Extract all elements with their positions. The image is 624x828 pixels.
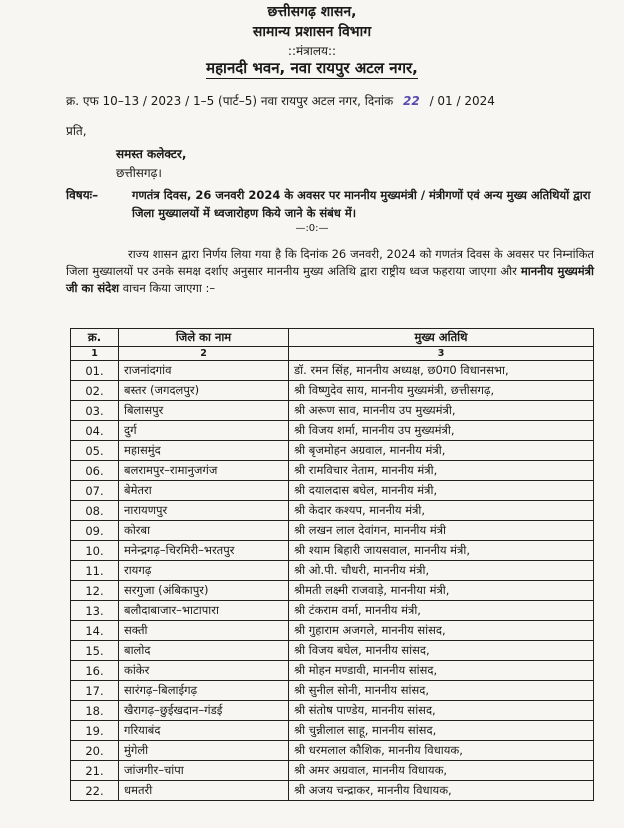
reference-number: क्र. एफ 10–13 / 2023 / 1–5 (पार्ट–5) नवा रायपुर अटल नगर, दिनांक [66, 94, 394, 108]
serial-cell: 19. [71, 721, 119, 741]
column-number-1: 1 [71, 347, 119, 361]
subject-text: गणतंत्र दिवस, 26 जनवरी 2024 के अवसर पर माननीय मुख्यमंत्री / मंत्रीगणों एवं अन्य मुख्य अतिथियों द्वारा जिला मुख्यालयों में ध्वजारोहण किये जाने के संबंध में। [132, 188, 591, 220]
district-cell: सरगुजा (अंबिकापुर) [119, 581, 289, 601]
serial-cell: 15. [71, 641, 119, 661]
table-row [71, 421, 594, 441]
district-cell: बस्तर (जगदलपुर) [119, 381, 289, 401]
addressee-name: समस्त कलेक्टर, [116, 147, 187, 161]
serial-cell: 22. [71, 781, 119, 801]
guest-cell: श्री विजय शर्मा, माननीय उप मुख्यमंत्री, [289, 421, 594, 441]
district-cell: नारायणपुर [119, 501, 289, 521]
table-row [71, 521, 594, 541]
table-row [71, 401, 594, 421]
header-guest: मुख्य अतिथि [289, 329, 594, 347]
guest-cell: श्री गुहाराम अजगले, माननीय सांसद, [289, 621, 594, 641]
district-cell: बलौदाबाजार–भाटापारा [119, 601, 289, 621]
serial-cell: 08. [71, 501, 119, 521]
guest-cell: श्री बृजमोहन अग्रवाल, माननीय मंत्री, [289, 441, 594, 461]
table-row [71, 601, 594, 621]
district-cell: दुर्ग [119, 421, 289, 441]
table-row [71, 541, 594, 561]
table-row [71, 641, 594, 661]
table-row [71, 381, 594, 401]
district-cell: राजनांदगांव [119, 361, 289, 381]
serial-cell: 20. [71, 741, 119, 761]
guest-cell: श्री चुन्नीलाल साहू, माननीय सांसद, [289, 721, 594, 741]
guest-cell: श्री विष्णुदेव साय, माननीय मुख्यमंत्री, छत्तीसगढ़, [289, 381, 594, 401]
table-header-row [71, 329, 594, 347]
district-cell: खैरागढ़–छुईखदान–गंडई [119, 701, 289, 721]
serial-cell: 10. [71, 541, 119, 561]
table-row [71, 781, 594, 801]
header-ministry: ::मंत्रालय:: [287, 44, 337, 58]
table-row [71, 621, 594, 641]
header-address-text: महानदी भवन, नवा रायपुर अटल नगर, [206, 59, 418, 77]
serial-cell: 13. [71, 601, 119, 621]
district-cell: कांकेर [119, 661, 289, 681]
table-row [71, 761, 594, 781]
body-text-before: राज्य शासन द्वारा निर्णय लिया गया है कि दिनांक 26 जनवरी, 2024 को गणतंत्र दिवस के अवसर पर निम्नांकित जिला मुख्यालयों पर उनके समक्ष दर्शाए अनुसार माननीय मुख्य अतिथि द्वारा राष्ट्रीय ध्वज फहराया जाएगा और [66, 247, 594, 278]
column-number-3: 3 [289, 347, 594, 361]
column-number-2: 2 [119, 347, 289, 361]
guest-cell: श्री विजय बघेल, माननीय सांसद, [289, 641, 594, 661]
guest-cell: श्री लखन लाल देवांगन, माननीय मंत्री [289, 521, 594, 541]
guest-cell: श्री सुनील सोनी, माननीय सांसद, [289, 681, 594, 701]
serial-cell: 09. [71, 521, 119, 541]
serial-cell: 06. [71, 461, 119, 481]
guest-cell: श्री श्याम बिहारी जायसवाल, माननीय मंत्री, [289, 541, 594, 561]
serial-cell: 04. [71, 421, 119, 441]
header-department: सामान्य प्रशासन विभाग [252, 24, 372, 40]
table-row [71, 701, 594, 721]
header-district: जिले का नाम [119, 329, 289, 347]
district-cell: बिलासपुर [119, 401, 289, 421]
serial-cell: 14. [71, 621, 119, 641]
serial-cell: 16. [71, 661, 119, 681]
district-cell: गरियाबंद [119, 721, 289, 741]
district-cell: सक्ती [119, 621, 289, 641]
table-row [71, 361, 594, 381]
guest-cell: श्री अमर अग्रवाल, माननीय विधायक, [289, 761, 594, 781]
district-cell: कोरबा [119, 521, 289, 541]
header-government: छत्तीसगढ़ शासन, [267, 4, 357, 20]
header-address [0, 58, 624, 78]
guest-cell: डॉ. रमन सिंह, माननीय अध्यक्ष, छ0ग0 विधानसभा, [289, 361, 594, 381]
table-column-number-row [71, 347, 594, 361]
body-paragraph [66, 246, 594, 297]
district-cell: धमतरी [119, 781, 289, 801]
guest-cell: श्री रामविचार नेताम, माननीय मंत्री, [289, 461, 594, 481]
reference-line [66, 92, 495, 109]
table-row [71, 561, 594, 581]
separator: —:0:— [295, 223, 329, 234]
addressee-state: छत्तीसगढ़। [116, 166, 162, 180]
district-cell: रायगढ़ [119, 561, 289, 581]
guest-cell: श्री अजय चन्द्राकर, माननीय विधायक, [289, 781, 594, 801]
serial-cell: 02. [71, 381, 119, 401]
table-row [71, 741, 594, 761]
subject-label: विषयः– [66, 188, 99, 202]
district-cell: बालोद [119, 641, 289, 661]
guest-cell: श्री केदार कश्यप, माननीय मंत्री, [289, 501, 594, 521]
table-row [71, 721, 594, 741]
table-row [71, 501, 594, 521]
guest-cell: श्रीमती लक्ष्मी राजवाड़े, माननीया मंत्री, [289, 581, 594, 601]
serial-cell: 17. [71, 681, 119, 701]
serial-cell: 03. [71, 401, 119, 421]
body-bold-text: माननीय मुख्यमंत्री जी का संदेश [66, 264, 594, 295]
reference-day-handwritten: 22 [403, 94, 420, 108]
district-cell: मनेन्द्रगढ़–चिरमिरी–भरतपुर [119, 541, 289, 561]
district-cell: मुंगेली [119, 741, 289, 761]
header-serial: क्र. [71, 329, 119, 347]
table-row [71, 581, 594, 601]
guest-cell: श्री टंकराम वर्मा, माननीय मंत्री, [289, 601, 594, 621]
guest-cell: श्री दयालदास बघेल, माननीय मंत्री, [289, 481, 594, 501]
guest-cell: श्री ओ.पी. चौधरी, माननीय मंत्री, [289, 561, 594, 581]
district-cell: जांजगीर–चांपा [119, 761, 289, 781]
district-cell: सारंगढ़–बिलाईगढ़ [119, 681, 289, 701]
addressee-to: प्रति, [66, 124, 87, 138]
guest-cell: श्री अरूण साव, माननीय उप मुख्यमंत्री, [289, 401, 594, 421]
table-row [71, 681, 594, 701]
reference-month-year: / 01 / 2024 [429, 94, 495, 108]
district-guest-table [70, 328, 594, 801]
serial-cell: 05. [71, 441, 119, 461]
table-row [71, 461, 594, 481]
serial-cell: 18. [71, 701, 119, 721]
guest-cell: श्री मोहन मण्डावी, माननीय सांसद, [289, 661, 594, 681]
serial-cell: 01. [71, 361, 119, 381]
table-row [71, 481, 594, 501]
guest-cell: श्री धरमलाल कौशिक, माननीय विधायक, [289, 741, 594, 761]
district-cell: बेमेतरा [119, 481, 289, 501]
serial-cell: 21. [71, 761, 119, 781]
serial-cell: 07. [71, 481, 119, 501]
body-text-after: वाचन किया जाएगा :– [122, 281, 216, 295]
table-row [71, 441, 594, 461]
district-cell: बलरामपुर–रामानुजगंज [119, 461, 289, 481]
district-cell: महासमुंद [119, 441, 289, 461]
table-row [71, 661, 594, 681]
serial-cell: 11. [71, 561, 119, 581]
guest-cell: श्री संतोष पाण्डेय, माननीय सांसद, [289, 701, 594, 721]
serial-cell: 12. [71, 581, 119, 601]
